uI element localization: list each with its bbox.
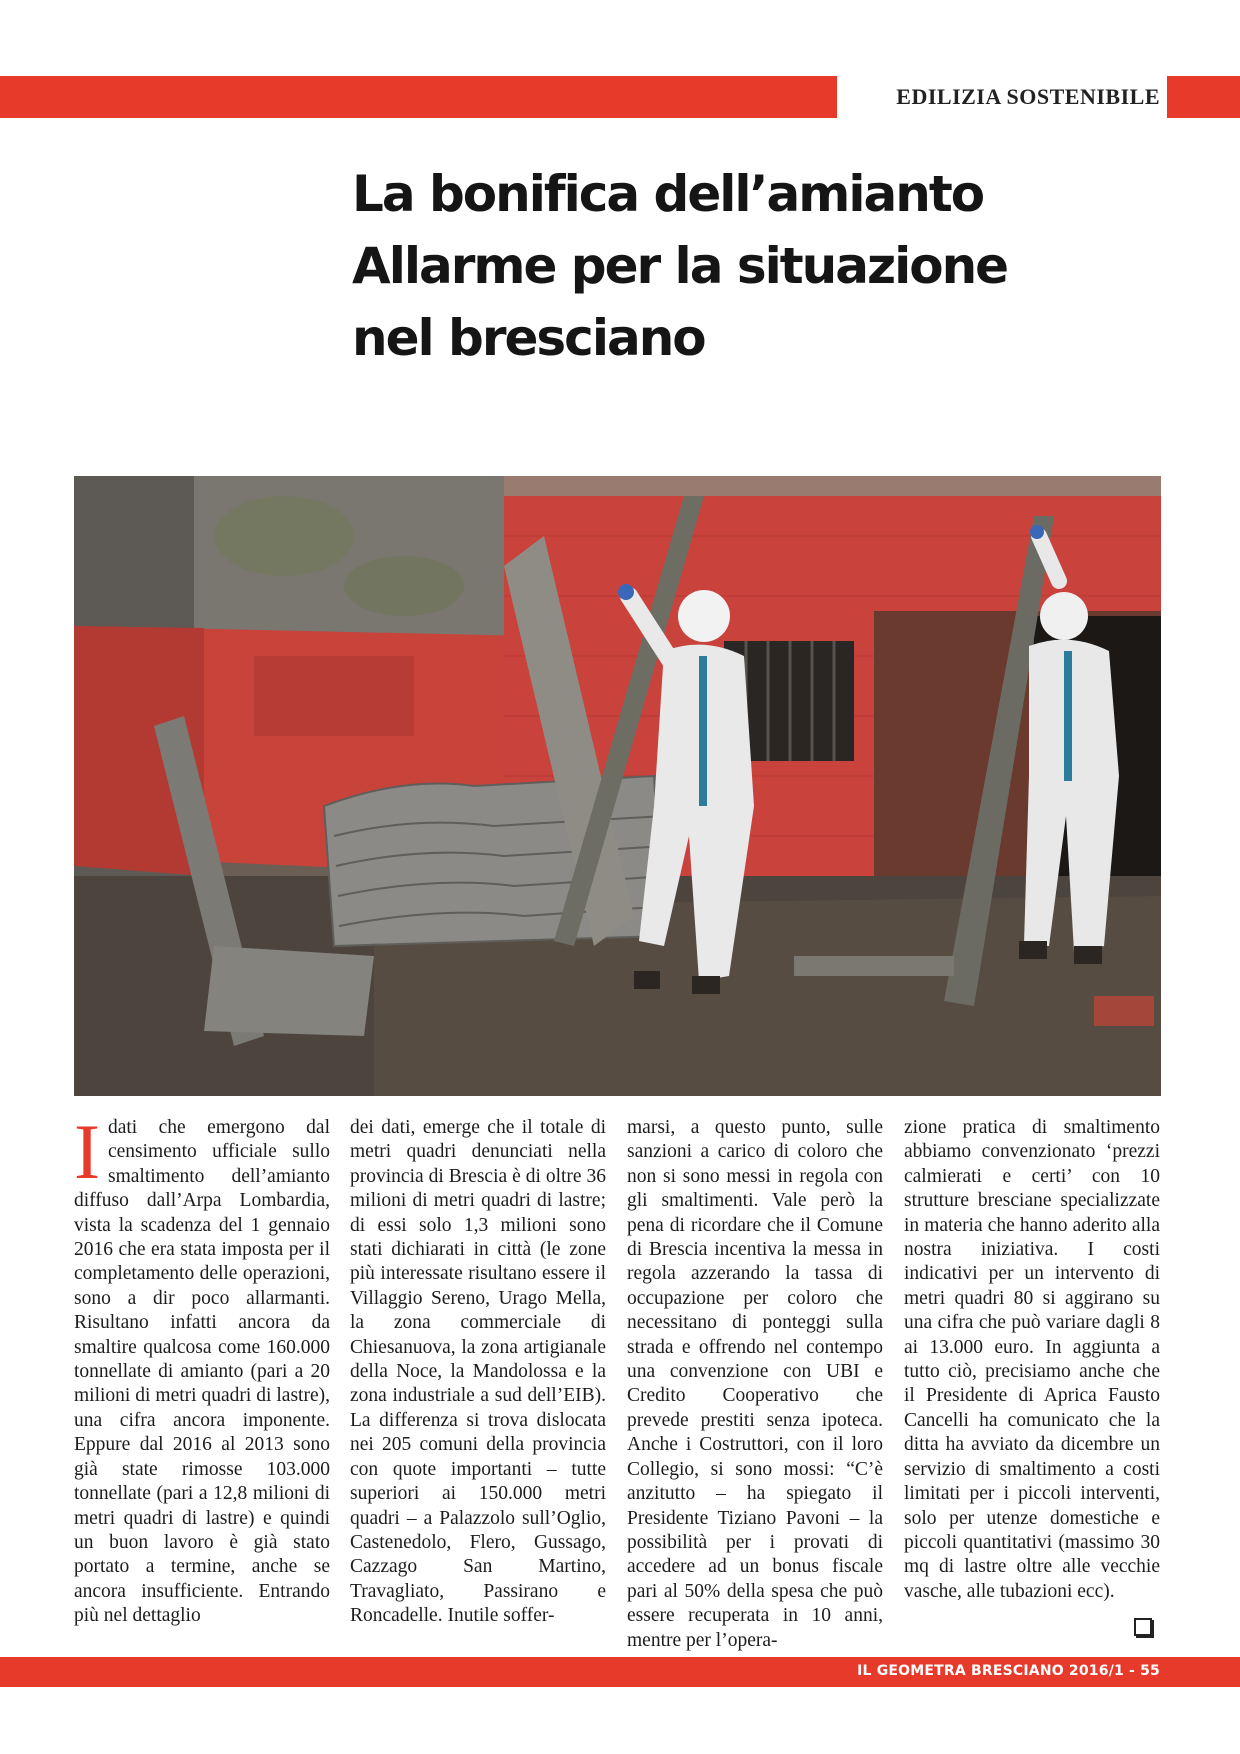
- headline-line-1: La bonifica dell’amianto: [352, 165, 984, 223]
- headline-line-3: nel bresciano: [352, 309, 705, 367]
- article-column-4: [904, 1116, 1160, 1604]
- article-column-1: [74, 1108, 330, 1629]
- asbestos-removal-photo: [74, 476, 1161, 1096]
- article-headline: [352, 158, 1152, 374]
- end-of-article-icon: [1134, 1618, 1152, 1636]
- article-column-3: [627, 1116, 883, 1653]
- column-4-text: zione pratica di smaltimento abbiamo convenzionato ‘prezzi calmierati e certi’ con 10 strutture bresciane specializzate in materia che hanno aderito alla nostra iniziativa. I costi indicativi per un intervento di metri quadri 80 si aggirano su una cifra che può variare dagli 8 ai 13.000 euro. In aggiunta a tutto ciò, precisiamo anche che il Presidente di Aprica Fausto Cancelli ha comunicato che la ditta ha avviato da dicembre un servizio di smaltimento a costi limitati per i piccoli interventi, solo per utenze domestiche e piccoli quantitativi (massimo 30 mq di lastre oltre alle vecchie vasche, alle tubazioni ecc).: [904, 1117, 1160, 1602]
- page-footer: IL GEOMETRA BRESCIANO 2016/1 - 55: [857, 1663, 1160, 1679]
- article-body: [74, 1108, 1161, 1651]
- article-column-2: [350, 1116, 606, 1629]
- column-1-text: dati che emergono dal censimento ufficiale sullo smaltimento dell’amianto diffuso dall’Arpa Lombardia, vista la scadenza del 1 gennaio 2016 che era stata imposta per il completamento delle operazioni, sono a dir poco allarmanti. Risultano infatti ancora da smaltire qualcosa come 160.000 tonnellate di amianto (pari a 20 milioni di metri quadri di lastre), una cifra ancora imponente. Eppure dal 2016 al 2013 sono già state rimosse 103.000 tonnellate (pari a 12,8 milioni di metri quadri di lastre) e quindi un buon lavoro è già stato portato a termine, anche se ancora insufficiente. Entrando più nel dettaglio: [74, 1117, 330, 1627]
- drop-cap: I: [74, 1108, 100, 1195]
- headline-line-2: Allarme per la situazione: [352, 237, 1008, 295]
- column-3-text: marsi, a questo punto, sulle sanzioni a carico di coloro che non si sono messi in regola con gli smaltimenti. Vale però la pena di ricordare che il Comune di Brescia incentiva la messa in regola azzerando la tassa di occupazione per coloro che necessitano di ponteggi sulla strada e offrendo nel contempo una convenzione con UBI e Credito Cooperativo che prevede prestiti senza ipoteca. Anche i Costruttori, con il loro Collegio, si sono mossi: “C’è anzitutto – ha spiegato il Presidente Tiziano Pavoni – la possibilità per i provati di accedere ad un bonus fiscale pari al 50% della spesa che può essere recuperata in 10 anni, mentre per l’opera-: [627, 1117, 883, 1651]
- section-label: EDILIZIA SOSTENIBILE: [896, 84, 1160, 109]
- column-2-text: dei dati, emerge che il totale di metri quadri denunciati nella provincia di Brescia è di oltre 36 milioni di metri quadri di lastre; di essi solo 1,3 milioni sono stati dichiarati in città (le zone più interessate risultano essere il Villaggio Sereno, Urago Mella, la zona commerciale di Chiesanuova, la zona artigianale della Noce, la Mandolossa e la zona industriale a sud dell’EIB). La differenza si trova dislocata nei 205 comuni della provincia con quote importanti – tutte superiori ai 150.000 metri quadri – a Palazzolo sull’Oglio, Castenedolo, Flero, Gussago, Cazzago San Martino, Travagliato, Passirano e Roncadelle. Inutile soffer-: [350, 1117, 606, 1627]
